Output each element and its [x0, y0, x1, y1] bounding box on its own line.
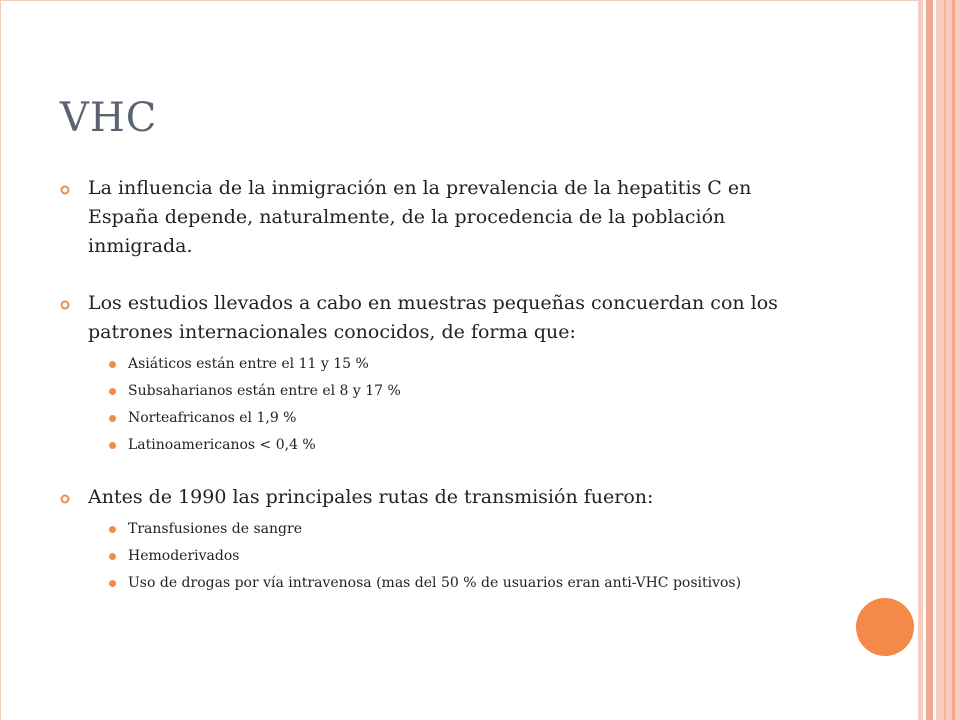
sub-bullet-text: Norteafricanos el 1,9 % [128, 410, 297, 426]
bullet-dot-icon [109, 442, 116, 449]
sub-bullet-text: Latinoamericanos < 0,4 % [128, 437, 316, 453]
bullet-dot-icon [109, 388, 116, 395]
bullet-dot-icon [109, 580, 116, 587]
bullet-text: Antes de 1990 las principales rutas de transmisión fueron: [88, 486, 654, 508]
decorative-circle [856, 598, 914, 656]
sub-bullet-item [109, 409, 820, 428]
sub-bullet-text: Asiáticos están entre el 11 y 15 % [128, 356, 369, 372]
sub-bullet-item [109, 574, 820, 593]
bullet-ring-icon [60, 300, 70, 310]
sub-bullet-item [109, 436, 820, 455]
bullet-dot-icon [109, 526, 116, 533]
sub-bullet-item [109, 355, 820, 374]
decorative-stripes [918, 0, 960, 720]
slide-title: VHC [60, 95, 158, 141]
bullet-item [60, 483, 820, 512]
sub-bullet-text: Uso de drogas por vía intravenosa (mas del 50 % de usuarios eran anti-VHC positivos) [128, 575, 742, 591]
stripe [936, 0, 944, 720]
bullet-ring-icon [60, 185, 70, 195]
sub-bullet-item [109, 382, 820, 401]
bullet-item [60, 174, 820, 261]
bullet-text: Los estudios llevados a cabo en muestras pequeñas concuerdan con los patrones internacionales conocidos, de forma que: [88, 292, 778, 343]
bullet-item [60, 289, 820, 347]
stripe [926, 0, 933, 720]
slide-content [60, 174, 820, 593]
sub-bullet-item [109, 520, 820, 539]
bullet-dot-icon [109, 415, 116, 422]
stripe [955, 0, 960, 720]
bullet-ring-icon [60, 494, 70, 504]
sub-bullet-text: Subsaharianos están entre el 8 y 17 % [128, 383, 401, 399]
bullet-dot-icon [109, 553, 116, 560]
bullet-text: La influencia de la inmigración en la prevalencia de la hepatitis C en España depende, naturalmente, de la procedencia de la población inmigrada. [88, 177, 752, 257]
sub-bullet-text: Transfusiones de sangre [128, 521, 302, 537]
bullet-dot-icon [109, 361, 116, 368]
sub-bullet-text: Hemoderivados [128, 548, 240, 564]
sub-bullet-item [109, 547, 820, 566]
